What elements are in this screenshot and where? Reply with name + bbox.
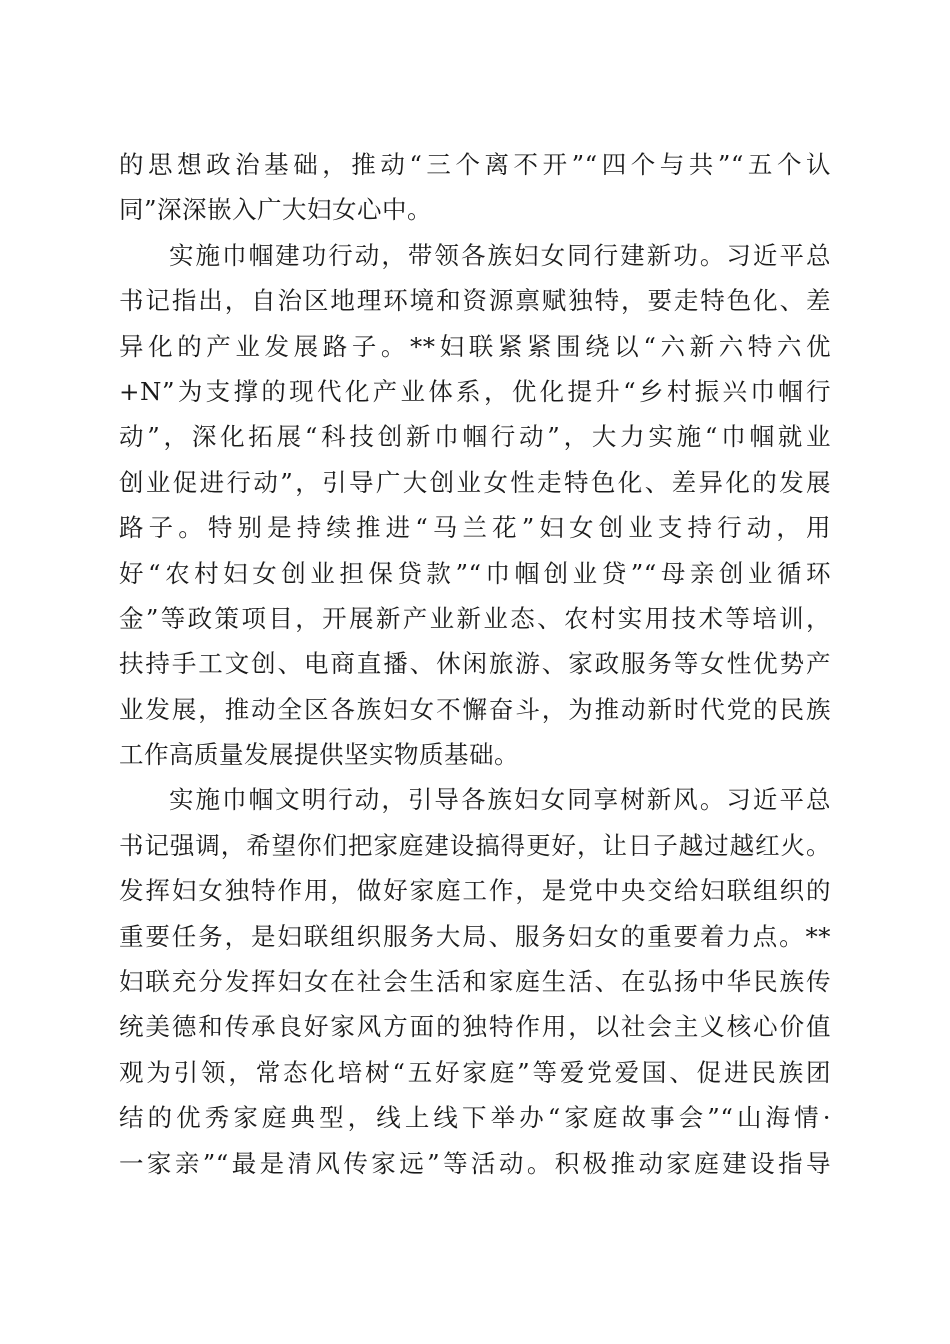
text-line: 观为引领，常态化培树“五好家庭”等爱党爱国、促进民族团 (119, 1057, 831, 1087)
text-line: 书记指出，自治区地理环境和资源禀赋独特，要走特色化、差 (119, 286, 831, 316)
text-line: 业发展，推动全区各族妇女不懈奋斗，为推动新时代党的民族 (119, 694, 831, 724)
text-line: 扶持手工文创、电商直播、休闲旅游、家政服务等女性优势产 (119, 649, 831, 679)
text-line: 工作高质量发展提供坚实物质基础。 (119, 740, 519, 770)
text-line: 异化的产业发展路子。**妇联紧紧围绕以“六新六特六优 (119, 331, 831, 361)
text-line: 创业促进行动”，引导广大创业女性走特色化、差异化的发展 (119, 467, 831, 497)
text-line: 金”等政策项目，开展新产业新业态、农村实用技术等培训， (119, 603, 831, 633)
text-line: +N”为支撑的现代化产业体系，优化提升“乡村振兴巾帼行 (119, 376, 831, 406)
text-line: 重要任务，是妇联组织服务大局、服务妇女的重要着力点。** (119, 921, 831, 951)
paragraph-start-line: 实施巾帼文明行动，引导各族妇女同享树新风。习近平总 (169, 785, 831, 815)
document-body (119, 142, 831, 1186)
paragraph-start-line: 实施巾帼建功行动，带领各族妇女同行建新功。习近平总 (169, 240, 831, 270)
text-line: 统美德和传承良好家风方面的独特作用，以社会主义核心价值 (119, 1012, 831, 1042)
text-line: 的思想政治基础，推动“三个离不开”“四个与共”“五个认 (119, 150, 831, 179)
text-line: 同”深深嵌入广大妇女心中。 (119, 195, 433, 225)
text-line: 书记强调，希望你们把家庭建设搞得更好，让日子越过越红火。 (119, 830, 831, 860)
text-line: 好“农村妇女创业担保贷款”“巾帼创业贷”“母亲创业循环 (119, 558, 831, 588)
text-line: 结的优秀家庭典型，线上线下举办“家庭故事会”“山海情· (119, 1103, 831, 1133)
text-line: 一家亲”“最是清风传家远”等活动。积极推动家庭建设指导 (119, 1148, 831, 1178)
text-line: 妇联充分发挥妇女在社会生活和家庭生活、在弘扬中华民族传 (119, 967, 831, 997)
text-line: 动”，深化拓展“科技创新巾帼行动”，大力实施“巾帼就业 (119, 422, 831, 452)
text-line: 发挥妇女独特作用，做好家庭工作，是党中央交给妇联组织的 (119, 876, 831, 906)
text-line: 路子。特别是持续推进“马兰花”妇女创业支持行动，用 (119, 513, 831, 543)
